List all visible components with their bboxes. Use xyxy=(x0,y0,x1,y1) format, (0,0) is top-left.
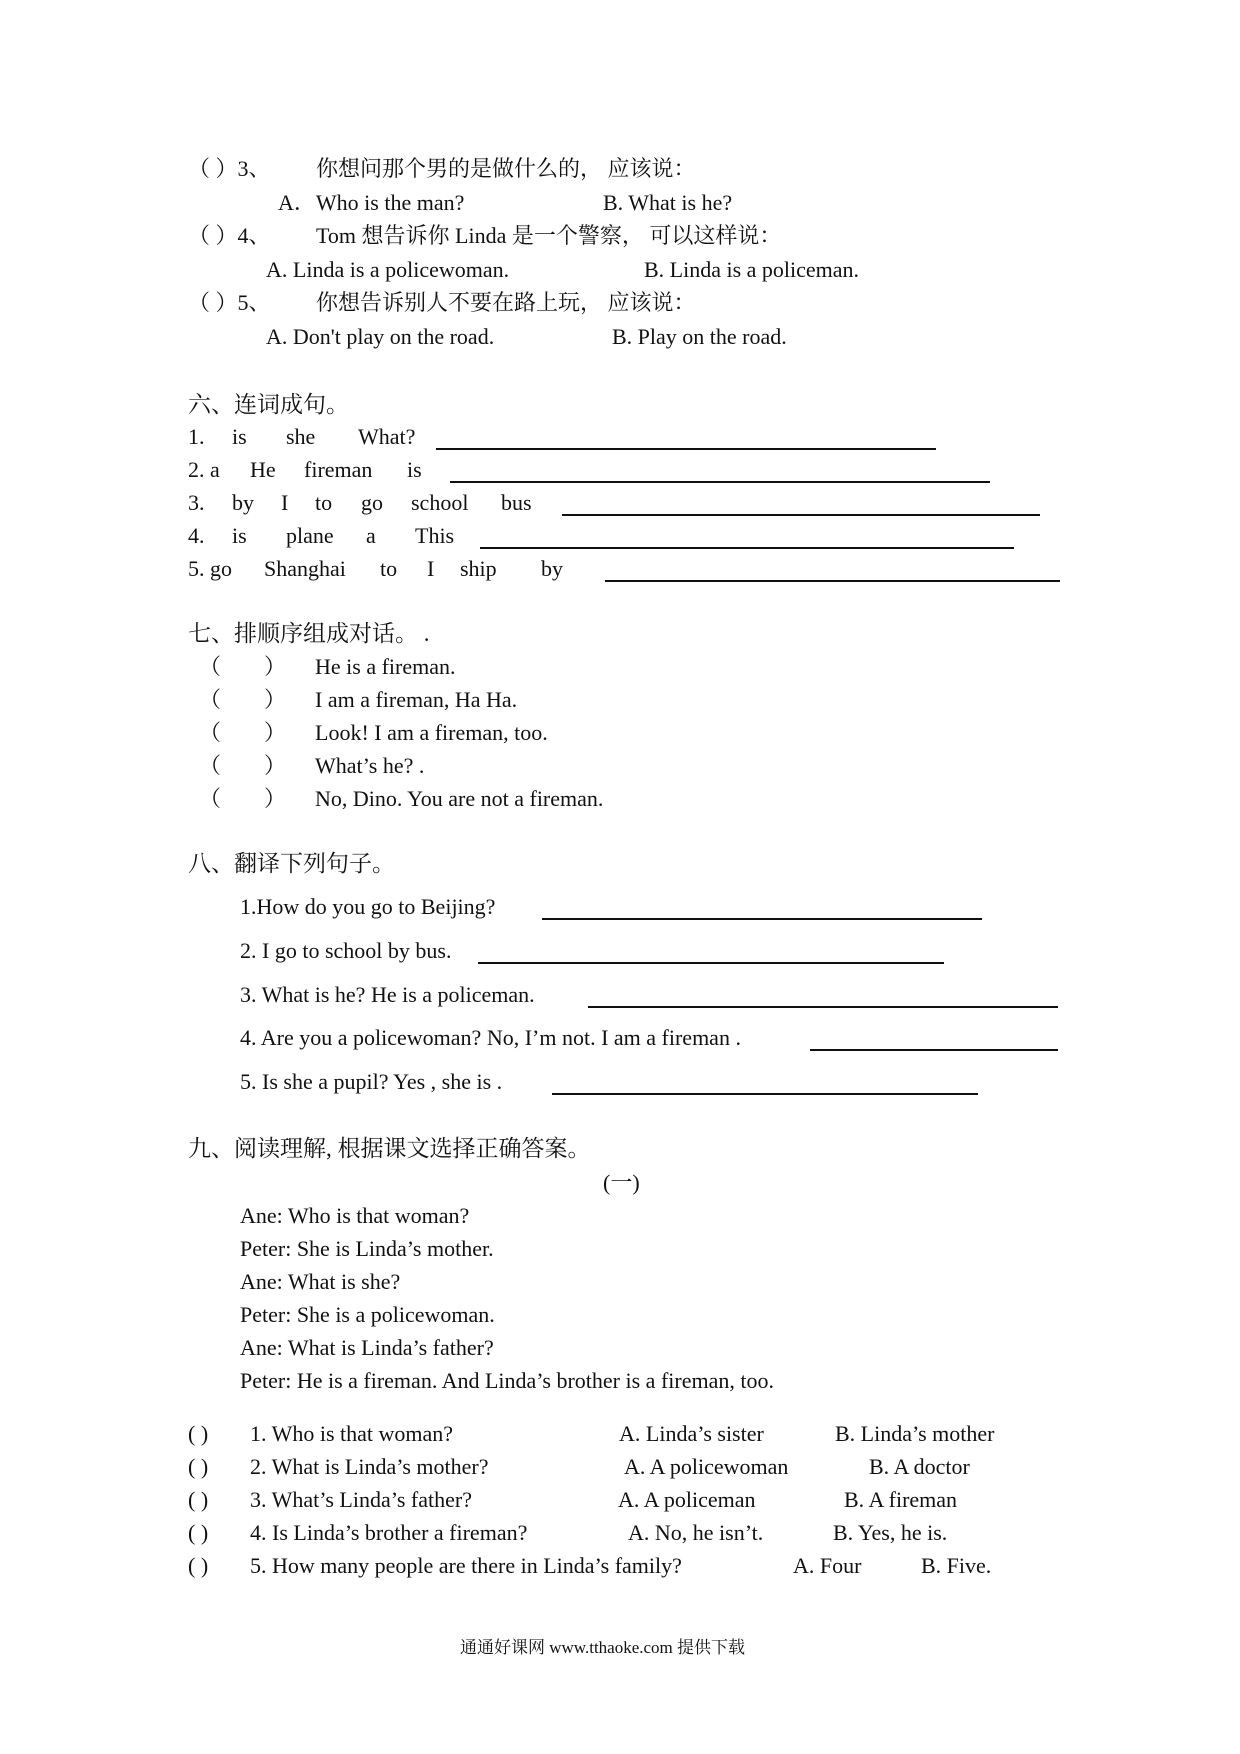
item-number: 4. xyxy=(188,523,205,548)
answer-line[interactable] xyxy=(552,1093,978,1095)
answer-paren: （ ）4、 xyxy=(188,223,271,248)
answer-line[interactable] xyxy=(810,1049,1058,1051)
word: What? xyxy=(358,424,416,449)
question-text: 你想告诉别人不要在路上玩， 应该说： xyxy=(316,290,696,315)
word: by xyxy=(541,556,563,581)
paren-close: ） xyxy=(264,687,287,712)
option-b: B. Play on the road. xyxy=(612,324,787,349)
word: fireman xyxy=(304,457,373,482)
item-number: 5. go xyxy=(188,556,232,581)
answer-line[interactable] xyxy=(436,448,936,450)
question-text: Tom 想告诉你 Linda 是一个警察， 可以这样说： xyxy=(316,223,782,248)
option-a: A. Linda’s sister xyxy=(619,1421,764,1446)
option-b: B. Yes, he is. xyxy=(833,1520,948,1545)
word: ship xyxy=(460,556,497,581)
sentence: 5. Is she a pupil? Yes , she is . xyxy=(240,1069,503,1094)
option-a: A. Linda is a policewoman. xyxy=(266,257,510,282)
answer-paren: （ ）5、 xyxy=(188,290,271,315)
word: is xyxy=(232,424,247,449)
paren-open: （ xyxy=(199,720,222,745)
option-a: A. No, he isn’t. xyxy=(628,1520,764,1545)
question-text: 5. How many people are there in Linda’s family? xyxy=(250,1553,682,1578)
option-a: A．Who is the man? xyxy=(278,190,465,215)
dialogue-line: Peter: He is a fireman. And Linda’s brother is a fireman, too. xyxy=(240,1368,774,1393)
word: I xyxy=(281,490,289,515)
option-b: B. What is he? xyxy=(603,190,733,215)
item-number: 3. xyxy=(188,490,205,515)
question-text: 1. Who is that woman? xyxy=(250,1421,454,1446)
answer-line[interactable] xyxy=(542,918,982,920)
option-b: B. Linda is a policeman. xyxy=(644,257,860,282)
option-b: B. Linda’s mother xyxy=(835,1421,995,1446)
answer-line[interactable] xyxy=(478,962,944,964)
word: is xyxy=(232,523,247,548)
paren-open: （ xyxy=(199,753,222,778)
paren-close: ） xyxy=(264,786,287,811)
word: Shanghai xyxy=(264,556,346,581)
word: is xyxy=(407,457,422,482)
question-text: 4. Is Linda’s brother a fireman? xyxy=(250,1520,528,1545)
word: plane xyxy=(286,523,334,548)
word: she xyxy=(286,424,316,449)
sentence: 2. I go to school by bus. xyxy=(240,938,452,963)
answer-paren: ( ) xyxy=(188,1553,209,1578)
paren-close: ） xyxy=(264,753,287,778)
question-text: 3. What’s Linda’s father? xyxy=(250,1487,472,1512)
answer-paren: （ ）3、 xyxy=(188,156,271,181)
option-b: B. A doctor xyxy=(869,1454,970,1479)
word: go xyxy=(361,490,383,515)
dialogue-line: Ane: What is Linda’s father? xyxy=(240,1335,494,1360)
word: by xyxy=(232,490,254,515)
dialogue-line: Look! I am a fireman, too. xyxy=(315,720,548,745)
word: a xyxy=(366,523,376,548)
section-heading-9: 九、阅读理解, 根据课文选择正确答案。 xyxy=(188,1136,591,1161)
answer-line[interactable] xyxy=(450,481,990,483)
sentence: 1.How do you go to Beijing? xyxy=(240,894,496,919)
answer-line[interactable] xyxy=(588,1006,1058,1008)
paren-close: ） xyxy=(264,720,287,745)
answer-paren: ( ) xyxy=(188,1487,209,1512)
option-b: B. A fireman xyxy=(844,1487,958,1512)
option-a: A. A policeman xyxy=(618,1487,756,1512)
word: This xyxy=(415,523,455,548)
word: I xyxy=(427,556,435,581)
sentence: 3. What is he? He is a policeman. xyxy=(240,982,535,1007)
word: school xyxy=(411,490,469,515)
section-heading-8: 八、翻译下列句子。 xyxy=(188,851,395,876)
dialogue-line: Peter: She is Linda’s mother. xyxy=(240,1236,494,1261)
paren-open: （ xyxy=(199,786,222,811)
word: bus xyxy=(501,490,532,515)
dialogue-line: I am a fireman, Ha Ha. xyxy=(315,687,518,712)
sentence: 4. Are you a policewoman? No, I’m not. I am a fireman . xyxy=(240,1025,741,1050)
answer-paren: ( ) xyxy=(188,1520,209,1545)
paren-close: ） xyxy=(264,654,287,679)
answer-line[interactable] xyxy=(605,580,1060,582)
option-b: B. Five. xyxy=(921,1553,992,1578)
question-text: 2. What is Linda’s mother? xyxy=(250,1454,489,1479)
word: to xyxy=(315,490,333,515)
word: to xyxy=(380,556,398,581)
section-heading-7: 七、排顺序组成对话。 . xyxy=(188,621,430,646)
section-heading-6: 六、连词成句。 xyxy=(188,392,349,417)
item-number: 1. xyxy=(188,424,205,449)
footer-credit: 通通好课网 www.tthaoke.com 提供下载 xyxy=(460,1638,746,1657)
dialogue-line: Ane: Who is that woman? xyxy=(240,1203,470,1228)
option-a: A. A policewoman xyxy=(624,1454,789,1479)
word: He xyxy=(250,457,276,482)
dialogue-line: No, Dino. You are not a fireman. xyxy=(315,786,604,811)
passage-number: (一) xyxy=(603,1170,640,1195)
answer-paren: ( ) xyxy=(188,1421,209,1446)
dialogue-line: He is a fireman. xyxy=(315,654,456,679)
paren-open: （ xyxy=(199,654,222,679)
question-text: 你想问那个男的是做什么的， 应该说： xyxy=(316,156,696,181)
answer-line[interactable] xyxy=(480,547,1014,549)
item-number: 2. a xyxy=(188,457,220,482)
dialogue-line: Ane: What is she? xyxy=(240,1269,401,1294)
answer-paren: ( ) xyxy=(188,1454,209,1479)
paren-open: （ xyxy=(199,687,222,712)
dialogue-line: Peter: She is a policewoman. xyxy=(240,1302,495,1327)
option-a: A. Don't play on the road. xyxy=(266,324,495,349)
dialogue-line: What’s he? . xyxy=(315,753,425,778)
answer-line[interactable] xyxy=(562,514,1040,516)
option-a: A. Four xyxy=(793,1553,862,1578)
